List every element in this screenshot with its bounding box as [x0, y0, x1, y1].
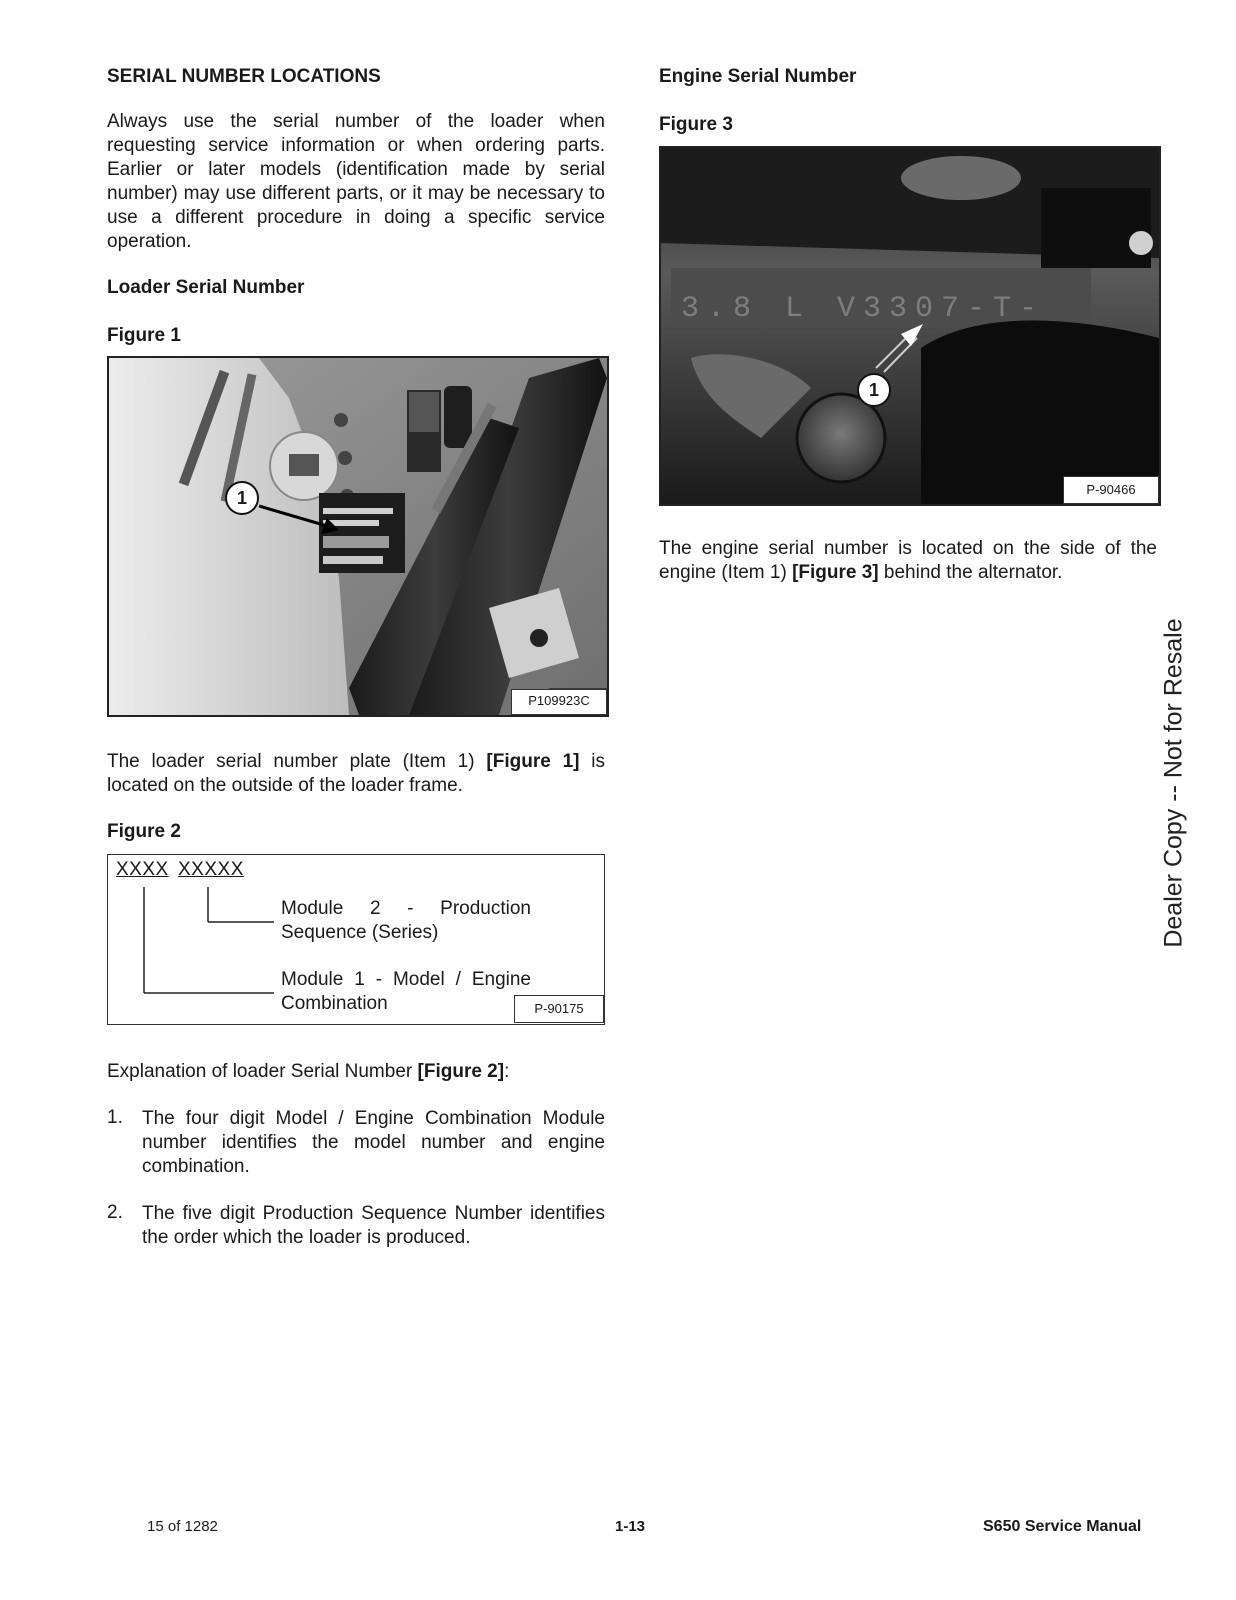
footer-page-number: 1-13	[615, 1518, 646, 1535]
figure-3-description	[659, 537, 1157, 585]
list-item-1-number: 1.	[107, 1107, 123, 1128]
dealer-copy-watermark: Dealer Copy -- Not for Resale	[1159, 618, 1188, 948]
list-item-1-text: The four digit Model / Engine Combination Module number identifies the model number and engine combination.	[142, 1108, 605, 1177]
module-1-line-1: Module 1 - Model / Engine	[281, 969, 531, 990]
fig1-desc-ref: [Figure 1]	[486, 751, 580, 772]
explanation-text-end: :	[504, 1061, 510, 1082]
module-1-line-2: Combination	[281, 993, 388, 1014]
figure-1-callout-1: 1	[225, 481, 259, 515]
figure-1-description	[107, 750, 605, 798]
module-2-label	[281, 897, 531, 945]
serial-format-part2: XXXXX	[178, 859, 244, 880]
serial-format-part1: XXXX	[116, 859, 169, 880]
list-item-2-text: The five digit Production Sequence Number identifies the order which the loader is produced.	[142, 1203, 605, 1248]
figure-2-code: P-90175	[514, 995, 604, 1023]
figure-2-label: Figure 2	[107, 821, 181, 842]
figure-1-label: Figure 1	[107, 325, 181, 346]
figure-2-diagram	[107, 854, 605, 1025]
footer-page-count: 15 of 1282	[147, 1518, 218, 1535]
fig3-desc-text: The engine serial number is located on the side of the engine (Item 1)	[659, 538, 1157, 583]
explanation-text	[107, 1060, 605, 1084]
figure-3-code: P-90466	[1063, 476, 1159, 504]
explanation-text-start: Explanation of loader Serial Number	[107, 1061, 418, 1082]
fig1-desc-text: The loader serial number plate (Item 1)	[107, 751, 487, 772]
loader-serial-heading: Loader Serial Number	[107, 277, 305, 298]
fig3-desc-ref: [Figure 3]	[792, 562, 879, 583]
section-heading: SERIAL NUMBER LOCATIONS	[107, 66, 381, 87]
figure-3-photo	[659, 146, 1161, 506]
figure-1-arrow	[109, 358, 607, 715]
list-item-2-number: 2.	[107, 1202, 123, 1223]
explanation-ref: [Figure 2]	[417, 1061, 505, 1082]
engine-block-illustration	[661, 148, 1159, 504]
engine-serial-heading: Engine Serial Number	[659, 66, 857, 87]
footer-manual-title: S650 Service Manual	[983, 1518, 1142, 1535]
figure-3-label: Figure 3	[659, 114, 733, 135]
figure-3-callout-1: 1	[857, 373, 891, 407]
stamped-serial-texture: 3.8 L V3307-T-	[681, 292, 1046, 326]
fig1-desc-text-end: is located on the outside of the loader frame.	[107, 751, 606, 796]
module-1-label	[281, 968, 531, 1016]
intro-paragraph: Always use the serial number of the loader when requesting service information or when ordering parts. Earlier or later models (identification made by serial number) may use different parts, or it may be necessary to use a different procedure in doing a specific service operation.	[107, 111, 605, 252]
module-2-line-2: Sequence (Series)	[281, 922, 439, 943]
figure-1-photo	[107, 356, 609, 717]
fig3-desc-text-end: behind the alternator.	[878, 562, 1063, 583]
figure-1-code: P109923C	[511, 689, 607, 715]
module-2-line-1: Module 2 - Production	[281, 898, 531, 919]
